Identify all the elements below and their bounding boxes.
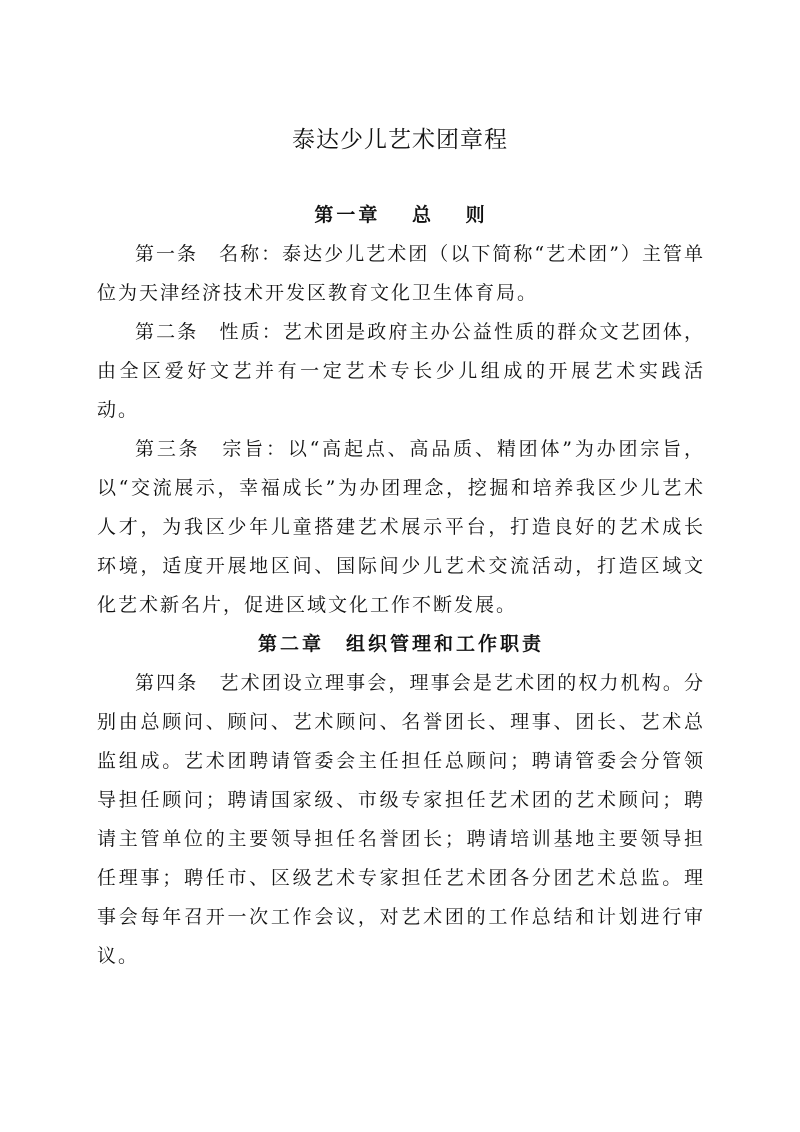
article-text: 性质：艺术团是政府主办公益性质的群众文艺团体，由全区爱好文艺并有一定艺术专长少儿组成的开展艺术实践活动。	[97, 321, 705, 421]
article-label: 第二条	[135, 321, 220, 343]
article-4	[97, 664, 705, 976]
document-body	[97, 196, 705, 976]
chapter-1	[97, 196, 705, 625]
article-text: 名称：泰达少儿艺术团（以下简称“艺术团”）主管单位为天津经济技术开发区教育文化卫生体育局。	[97, 243, 705, 304]
article-1	[97, 235, 705, 313]
article-label: 第一条	[135, 243, 220, 265]
article-label: 第三条	[135, 438, 223, 460]
chapter-heading: 第一章 总 则	[314, 204, 488, 226]
document-title: 泰达少儿艺术团章程	[292, 127, 508, 153]
article-label: 第四条	[135, 672, 220, 694]
article-2	[97, 313, 705, 430]
chapter-2	[97, 625, 705, 976]
article-3	[97, 430, 705, 625]
chapter-heading: 第二章 组织管理和工作职责	[257, 633, 544, 655]
article-text: 艺术团设立理事会，理事会是艺术团的权力机构。分别由总顾问、顾问、艺术顾问、名誉团长、理事、团长、艺术总监组成。艺术团聘请管委会主任担任总顾问；聘请管委会分管领导担任顾问；聘请国家级、市级专家担任艺术团的艺术顾问；聘请主管单位的主要领导担任名誉团长；聘请培训基地主要领导担任理事；聘任市、区级艺术专家担任艺术团各分团艺术总监。理事会每年召开一次工作会议，对艺术团的工作总结和计划进行审议。	[97, 672, 705, 967]
article-text: 宗旨：以“高起点、高品质、精团体”为办团宗旨，以“交流展示，幸福成长”为办团理念，挖掘和培养我区少儿艺术人才，为我区少年儿童搭建艺术展示平台，打造良好的艺术成长环境，适度开展地区间、国际间少儿艺术交流活动，打造区域文化艺术新名片，促进区域文化工作不断发展。	[97, 438, 705, 616]
